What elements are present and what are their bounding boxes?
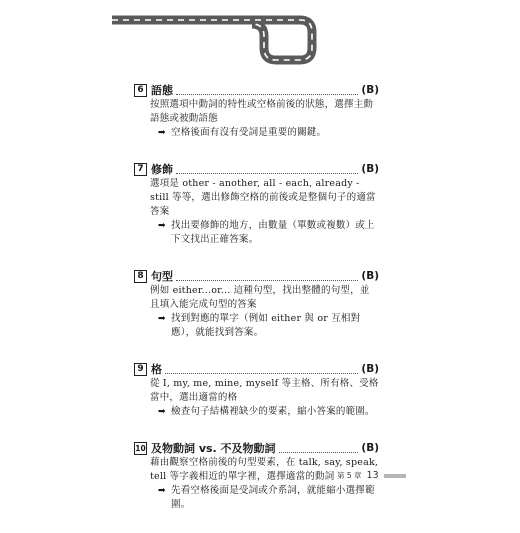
leader-dots xyxy=(165,365,358,374)
answer-label: (B) xyxy=(361,270,379,282)
tip-text: 找出要修飾的地方，由數量（單數或複數）或上下文找出正確答案。 xyxy=(171,220,375,245)
note-header xyxy=(134,161,379,177)
road-decoration xyxy=(0,0,520,80)
item-number-box: 7 xyxy=(134,163,147,176)
arrow-right-icon: ➡ xyxy=(158,314,166,324)
leader-dots xyxy=(176,272,358,281)
note-title: 格 xyxy=(151,363,162,376)
item-number-box: 10 xyxy=(135,443,146,453)
note-description: 按照選項中動詞的特性或空格前後的狀態，選擇主動語態或被動語態 xyxy=(150,99,374,124)
tip-text: 先看空格後面是受詞或介系詞，就能縮小選擇範圍。 xyxy=(171,485,375,510)
footer-bar xyxy=(384,474,406,478)
arrow-right-icon: ➡ xyxy=(158,221,166,231)
tip-text: 檢查句子結構裡缺少的要素，縮小答案的範圍。 xyxy=(171,406,375,417)
leader-dots xyxy=(176,165,358,174)
note-description: 藉由觀察空格前後的句型要素，在 talk, say, speak, tell 等字義相近的單字裡，選擇適當的動詞 xyxy=(150,457,379,482)
leader-dots xyxy=(176,86,358,95)
note-tip xyxy=(158,405,379,419)
note-tip xyxy=(158,126,379,140)
note-header xyxy=(134,82,379,98)
answer-label: (B) xyxy=(361,363,379,375)
note-description: 選項是 other - another, all - each, already - still 等等，選出修飾空格的前後或是整個句子的適當答案 xyxy=(150,178,376,217)
note-item-sentence-pattern xyxy=(134,268,379,340)
tip-text: 空格後面有沒有受詞是重要的關鍵。 xyxy=(171,127,327,138)
chapter-label: 第 5 章 xyxy=(337,471,362,480)
page-number: 13 xyxy=(366,470,379,481)
item-number-box: 8 xyxy=(134,270,147,283)
note-item-modifier xyxy=(134,161,379,247)
arrow-right-icon: ➡ xyxy=(158,407,166,417)
arrow-right-icon: ➡ xyxy=(158,486,166,496)
note-header xyxy=(134,440,379,456)
note-tip xyxy=(158,312,379,340)
note-title: 語態 xyxy=(151,84,173,97)
item-number-box: 6 xyxy=(134,84,147,97)
note-tip xyxy=(158,484,379,512)
leader-dots xyxy=(279,444,359,453)
tip-text: 找到對應的單字（例如 either 與 or 互相對應），就能找到答案。 xyxy=(171,313,361,338)
note-title: 修飾 xyxy=(151,163,173,176)
note-item-voice xyxy=(134,82,379,140)
exam-notes-list xyxy=(134,82,379,533)
arrow-right-icon: ➡ xyxy=(158,128,166,138)
note-description: 例如 either...or... 這種句型，找出整體的句型，並且填入能完成句型的答案 xyxy=(150,285,370,310)
note-item-case xyxy=(134,361,379,419)
note-header xyxy=(134,268,379,284)
item-number-box: 9 xyxy=(134,363,147,376)
note-title: 及物動詞 vs. 不及物動詞 xyxy=(151,442,276,455)
answer-label: (B) xyxy=(361,163,379,175)
note-title: 句型 xyxy=(151,270,173,283)
note-header xyxy=(134,361,379,377)
answer-label: (B) xyxy=(361,84,379,96)
answer-label: (B) xyxy=(361,442,379,454)
page-footer xyxy=(337,470,406,481)
note-description: 從 I, my, me, mine, myself 等主格、所有格、受格當中，選出適當的格 xyxy=(150,378,379,403)
note-tip xyxy=(158,219,379,247)
